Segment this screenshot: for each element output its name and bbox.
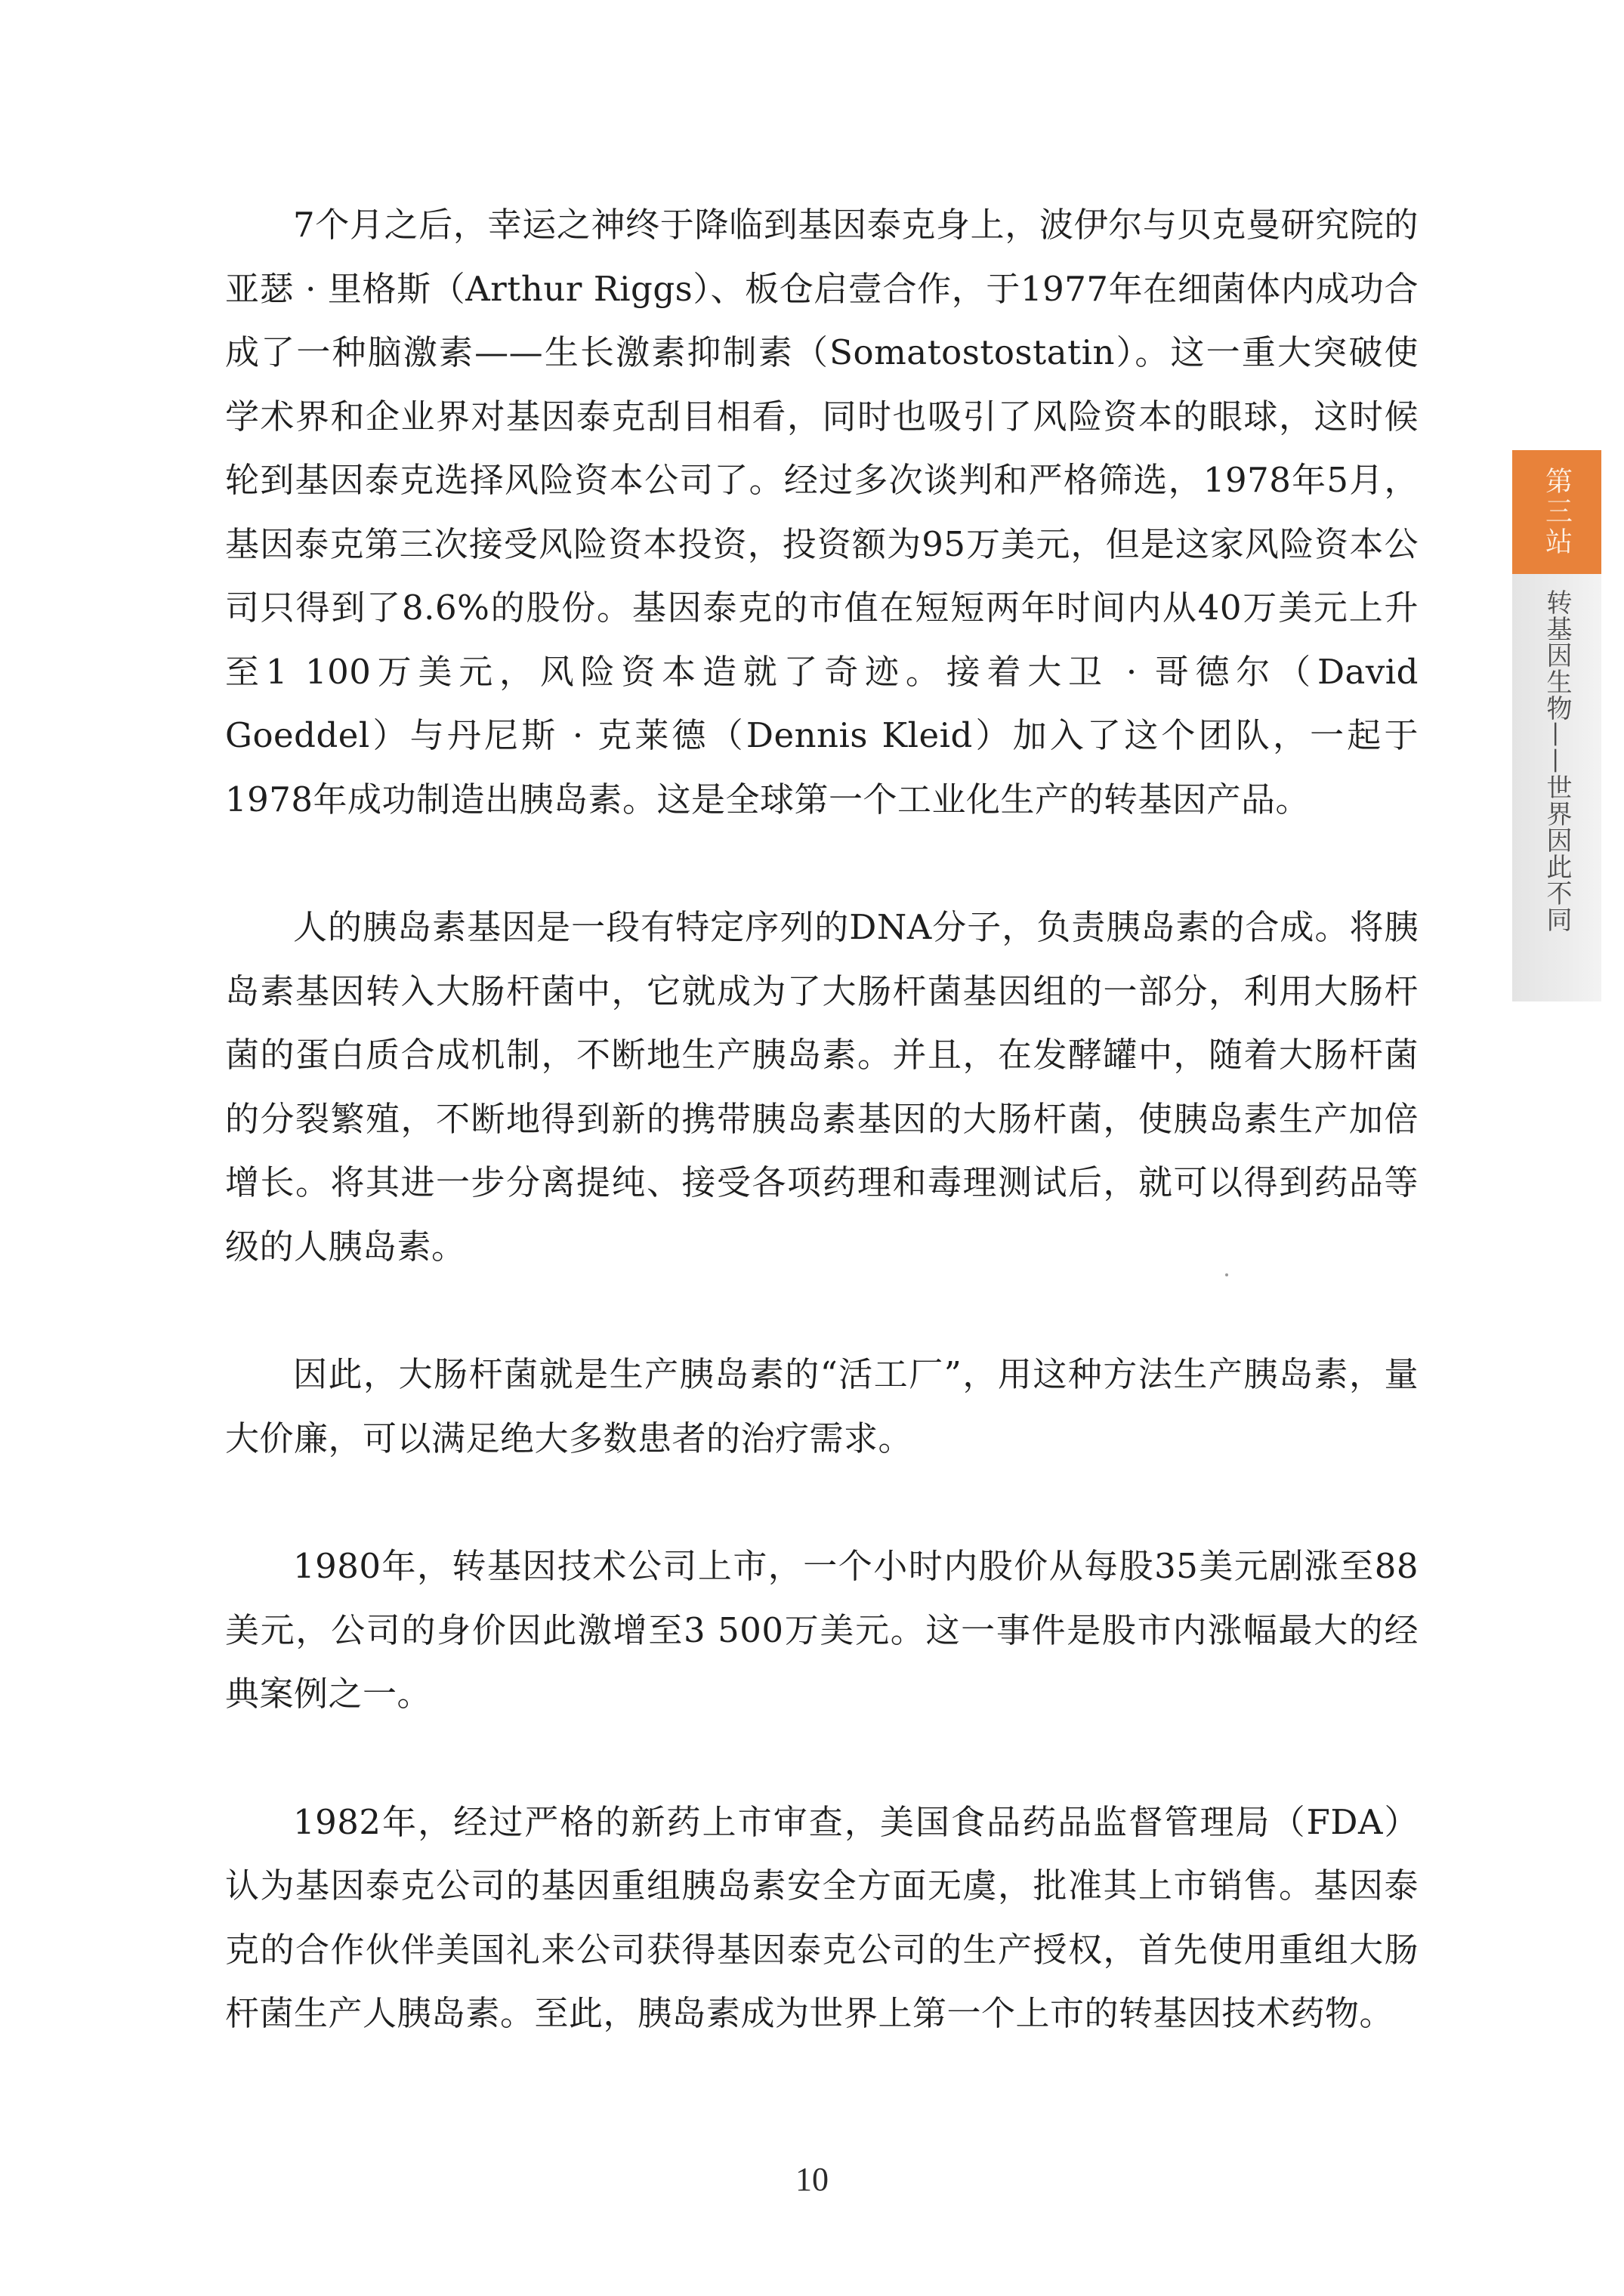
- paragraph-1: 7个月之后，幸运之神终于降临到基因泰克身上，波伊尔与贝克曼研究院的亚瑟 · 里格斯（Arthur Riggs）、板仓启壹合作，于1977年在细菌体内成功合成了一种脑激素——生长激素抑制素（Somatostostatin）。这一重大突破使学术界和企业界对基因泰克刮目相看，同时也吸引了风险资本的眼球，这时候轮到基因泰克选择风险资本公司了。经过多次谈判和严格筛选，1978年5月，基因泰克第三次接受风险资本投资，投资额为95万美元，但是这家风险资本公司只得到了8.6%的股份。基因泰克的市值在短短两年时间内从40万美元上升至1 100万美元，风险资本造就了奇迹。接着大卫 · 哥德尔（David Goeddel）与丹尼斯 · 克莱德（Dennis Kleid）加入了这个团队，一起于1978年成功制造出胰岛素。这是全球第一个工业化生产的转基因产品。: [225, 205, 1419, 819]
- body-text: [225, 193, 1419, 2046]
- station-label: 第三站: [1541, 467, 1573, 557]
- paragraph-5: 1982年，经过严格的新药上市审查，美国食品药品监督管理局（FDA）认为基因泰克公司的基因重组胰岛素安全方面无虞，批准其上市销售。基因泰克的合作伙伴美国礼来公司获得基因泰克公司的生产授权，首先使用重组大肠杆菌生产人胰岛素。至此，胰岛素成为世界上第一个上市的转基因技术药物。: [225, 1801, 1419, 2033]
- chapter-title-box: [1512, 574, 1601, 1001]
- page-number: 10: [795, 2161, 829, 2198]
- paragraph-4: 1980年，转基因技术公司上市，一个小时内股价从每股35美元剧涨至88美元，公司的身价因此激增至3 500万美元。这一事件是股市内涨幅最大的经典案例之一。: [225, 1546, 1419, 1714]
- paragraph-2: 人的胰岛素基因是一段有特定序列的DNA分子，负责胰岛素的合成。将胰岛素基因转入大肠杆菌中，它就成为了大肠杆菌基因组的一部分，利用大肠杆菌的蛋白质合成机制，不断地生产胰岛素。并且，在发酵罐中，随着大肠杆菌的分裂繁殖，不断地得到新的携带胰岛素基因的大肠杆菌，使胰岛素生产加倍增长。将其进一步分离提纯、接受各项药理和毒理测试后，就可以得到药品等级的人胰岛素。: [225, 907, 1419, 1267]
- scan-speck: [1225, 1273, 1228, 1276]
- paragraph-3: 因此，大肠杆菌就是生产胰岛素的“活工厂”，用这种方法生产胰岛素，量大价廉，可以满足绝大多数患者的治疗需求。: [225, 1354, 1419, 1458]
- chapter-side-tab: [1512, 450, 1601, 1001]
- station-label-box: [1512, 450, 1601, 574]
- chapter-title: 转基因生物——世界因此不同: [1542, 589, 1572, 933]
